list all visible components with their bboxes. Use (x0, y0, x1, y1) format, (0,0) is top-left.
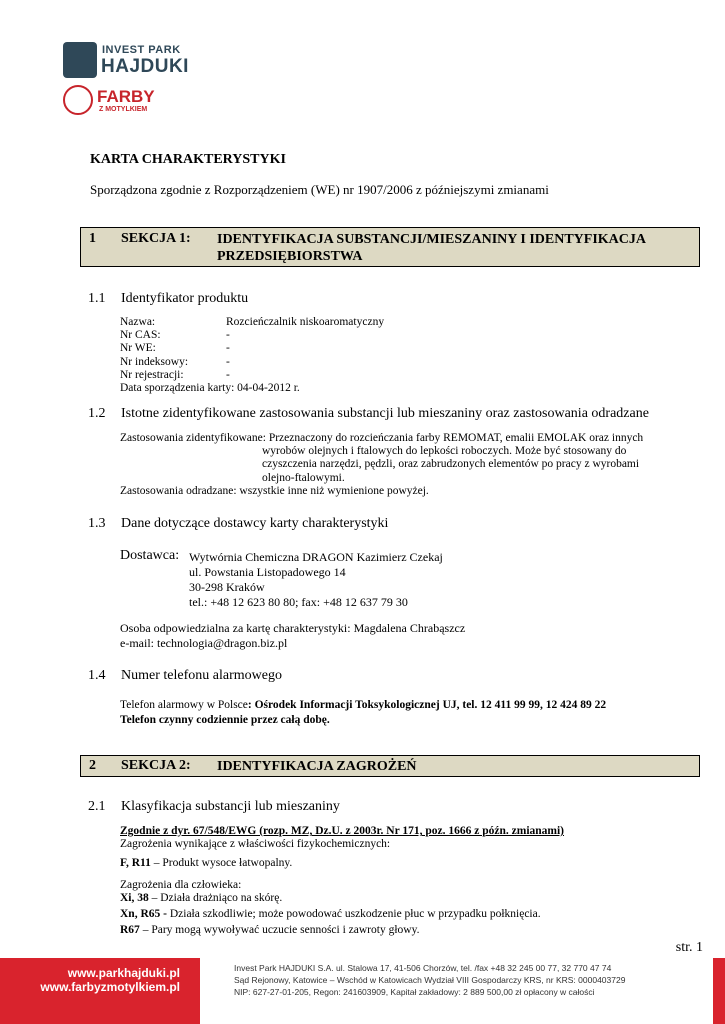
field-label: Nr WE: (120, 342, 156, 355)
footer-info-line1: Invest Park HAJDUKI S.A. ul. Stalowa 17, 41-506 Chorzów, tel. /fax +48 32 245 00 77, 32 770 47 74 (234, 963, 612, 973)
hazard-text: – Działa drażniąco na skórę. (148, 891, 283, 904)
field-value: - (226, 329, 230, 342)
subsection-number: 1.3 (88, 516, 106, 531)
subsection-title: Identyfikator produktu (121, 291, 249, 306)
subsection-1-4-heading (88, 668, 688, 686)
regulation-reference: Zgodnie z dyr. 67/548/EWG (rozp. MZ, Dz.U. z 2003r. Nr 171, poz. 1666 z późn. zmianami) (120, 825, 565, 837)
classification-block (120, 825, 710, 937)
farby-logo-sub: Z MOTYLKIEM (99, 106, 148, 113)
subsection-number: 1.1 (88, 291, 106, 306)
footer-accent-strip (713, 958, 725, 1024)
section-2-title: IDENTYFIKACJA ZAGROŻEŃ (217, 759, 417, 774)
uses-line2: wyrobów olejnych i ftalowych do lepkości roboczych. Może być stosowany do (262, 445, 627, 458)
uses-line4: olejno-ftalowymi. (262, 471, 345, 484)
supplier-label: Dostawca: (120, 548, 180, 563)
subsection-number: 1.2 (88, 406, 106, 421)
subsection-1-1-heading (88, 291, 688, 309)
field-value: - (226, 368, 230, 381)
identified-uses (120, 432, 700, 498)
field-label: Nr CAS: (120, 329, 161, 342)
subsection-1-2-heading (88, 406, 708, 424)
subsection-title: Istotne zidentyfikowane zastosowania substancji lub mieszaniny oraz zastosowania odradzane (121, 406, 649, 421)
contact-email: e-mail: technologia@dragon.biz.pl (120, 636, 288, 650)
field-value: - (226, 342, 230, 355)
uses-line1: Przeznaczony do rozcieńczania farby REMOMAT, emalii EMOLAK oraz innych (268, 432, 644, 444)
hazard-text: – Pary mogą wywoływać uczucie senności i zawroty głowy. (139, 924, 420, 937)
footer-info-line2: Sąd Rejonowy, Katowice – Wschód w Katowicach Wydział VIII Gospodarczy KRS, nr KRS: 0000403729 (234, 975, 626, 985)
field-label: Nr rejestracji: (120, 368, 184, 381)
section-1-title-line1: IDENTYFIKACJA SUBSTANCJI/MIESZANINY I IDENTYFIKACJA (217, 232, 647, 247)
emergency-phone (120, 698, 710, 728)
invest-park-logo-main: HAJDUKI (101, 56, 189, 77)
footer-company-info (234, 962, 625, 998)
document-subtitle: Sporządzona zgodnie z Rozporządzeniem (WE) nr 1907/2006 z późniejszymi zmianami (90, 182, 549, 197)
hazard-code: F, R11 (120, 857, 151, 870)
emergency-label: Telefon alarmowy w Polsce (120, 699, 248, 711)
section-2-label: SEKCJA 2: (121, 758, 191, 773)
document-title: KARTA CHARAKTERYSTYKI (90, 152, 286, 167)
physchem-hazards-label: Zagrożenia wynikające z właściwości fizykochemicznych: (120, 838, 391, 851)
hazard-code: R67 (120, 924, 140, 937)
hazard-code: Xn, R65 - (120, 908, 167, 921)
advised-against: Zastosowania odradzane: wszystkie inne niż wymienione powyżej. (120, 484, 429, 497)
hazard-text: Działa szkodliwie; może powodować uszkodzenie płuc w przypadku połknięcia. (166, 908, 541, 921)
section-2-header (80, 755, 700, 777)
subsection-title: Numer telefonu alarmowego (121, 668, 282, 683)
invest-park-logo-top: INVEST PARK (102, 44, 181, 56)
section-1-label: SEKCJA 1: (121, 231, 191, 246)
page-number: str. 1 (675, 940, 703, 955)
footer-info-line3: NIP: 627-27-01-205, Regon: 241603909, Kapitał zakładowy: 2 889 500,00 zł opłacony w całości (234, 987, 595, 997)
field-value: Rozcieńczalnik niskoaromatyczny (226, 316, 385, 328)
footer-web-link-2[interactable]: www.farbyzmotylkiem.pl (40, 980, 180, 994)
section-2-number: 2 (89, 758, 96, 773)
footer (0, 958, 725, 1024)
footer-web-link-1[interactable]: www.parkhajduki.pl (67, 966, 180, 980)
section-1-number: 1 (89, 231, 96, 246)
subsection-1-3-heading (88, 516, 688, 534)
section-1-title-line2: PRZEDSIĘBIORSTWA (217, 249, 363, 264)
supplier-name: Wytwórnia Chemiczna DRAGON Kazimierz Czekaj (189, 550, 443, 564)
contact-block (120, 621, 465, 651)
uses-label: Zastosowania zidentyfikowane: (120, 432, 266, 444)
emergency-number: : Ośrodek Informacji Toksykologicznej UJ, tel. 12 411 99 99, 12 424 89 22 (247, 699, 607, 711)
farby-logo (63, 85, 183, 119)
contact-person: Osoba odpowiedzialna za kartę charakterystyki: Magdalena Chrabąszcz (120, 621, 466, 635)
supplier-address (189, 550, 443, 610)
supplier-city: 30-298 Kraków (189, 580, 265, 594)
farby-logo-main: FARBY (97, 87, 155, 106)
supplier-street: ul. Powstania Listopadowego 14 (189, 565, 346, 579)
footer-web-panel (0, 958, 200, 1024)
section-1-header (80, 227, 700, 267)
product-identifier-table (120, 316, 620, 395)
invest-park-logo (63, 42, 203, 80)
field-value: - (226, 355, 230, 368)
invest-park-logo-mark (63, 42, 97, 78)
field-label: Nazwa: (120, 316, 156, 328)
emergency-hours: Telefon czynny codziennie przez całą dobę. (120, 714, 330, 726)
subsection-2-1-heading (88, 799, 688, 817)
field-label: Nr indeksowy: (120, 355, 189, 368)
butterfly-icon (63, 85, 93, 115)
subsection-number: 1.4 (88, 668, 106, 683)
subsection-number: 2.1 (88, 799, 106, 814)
subsection-title: Klasyfikacja substancji lub mieszaniny (121, 799, 340, 814)
creation-date: Data sporządzenia karty: 04-04-2012 r. (120, 381, 300, 394)
hazard-text: – Produkt wysoce łatwopalny. (150, 857, 293, 870)
hazard-code: Xi, 38 (120, 891, 149, 904)
uses-line3: czyszczenia narzędzi, pędzli, oraz zabrudzonych elementów po pracy z wyrobami (262, 458, 640, 471)
human-hazards-label: Zagrożenia dla człowieka: (120, 878, 242, 891)
supplier-phone: tel.: +48 12 623 80 80; fax: +48 12 637 79 30 (189, 595, 408, 609)
subsection-title: Dane dotyczące dostawcy karty charakterystyki (121, 516, 389, 531)
